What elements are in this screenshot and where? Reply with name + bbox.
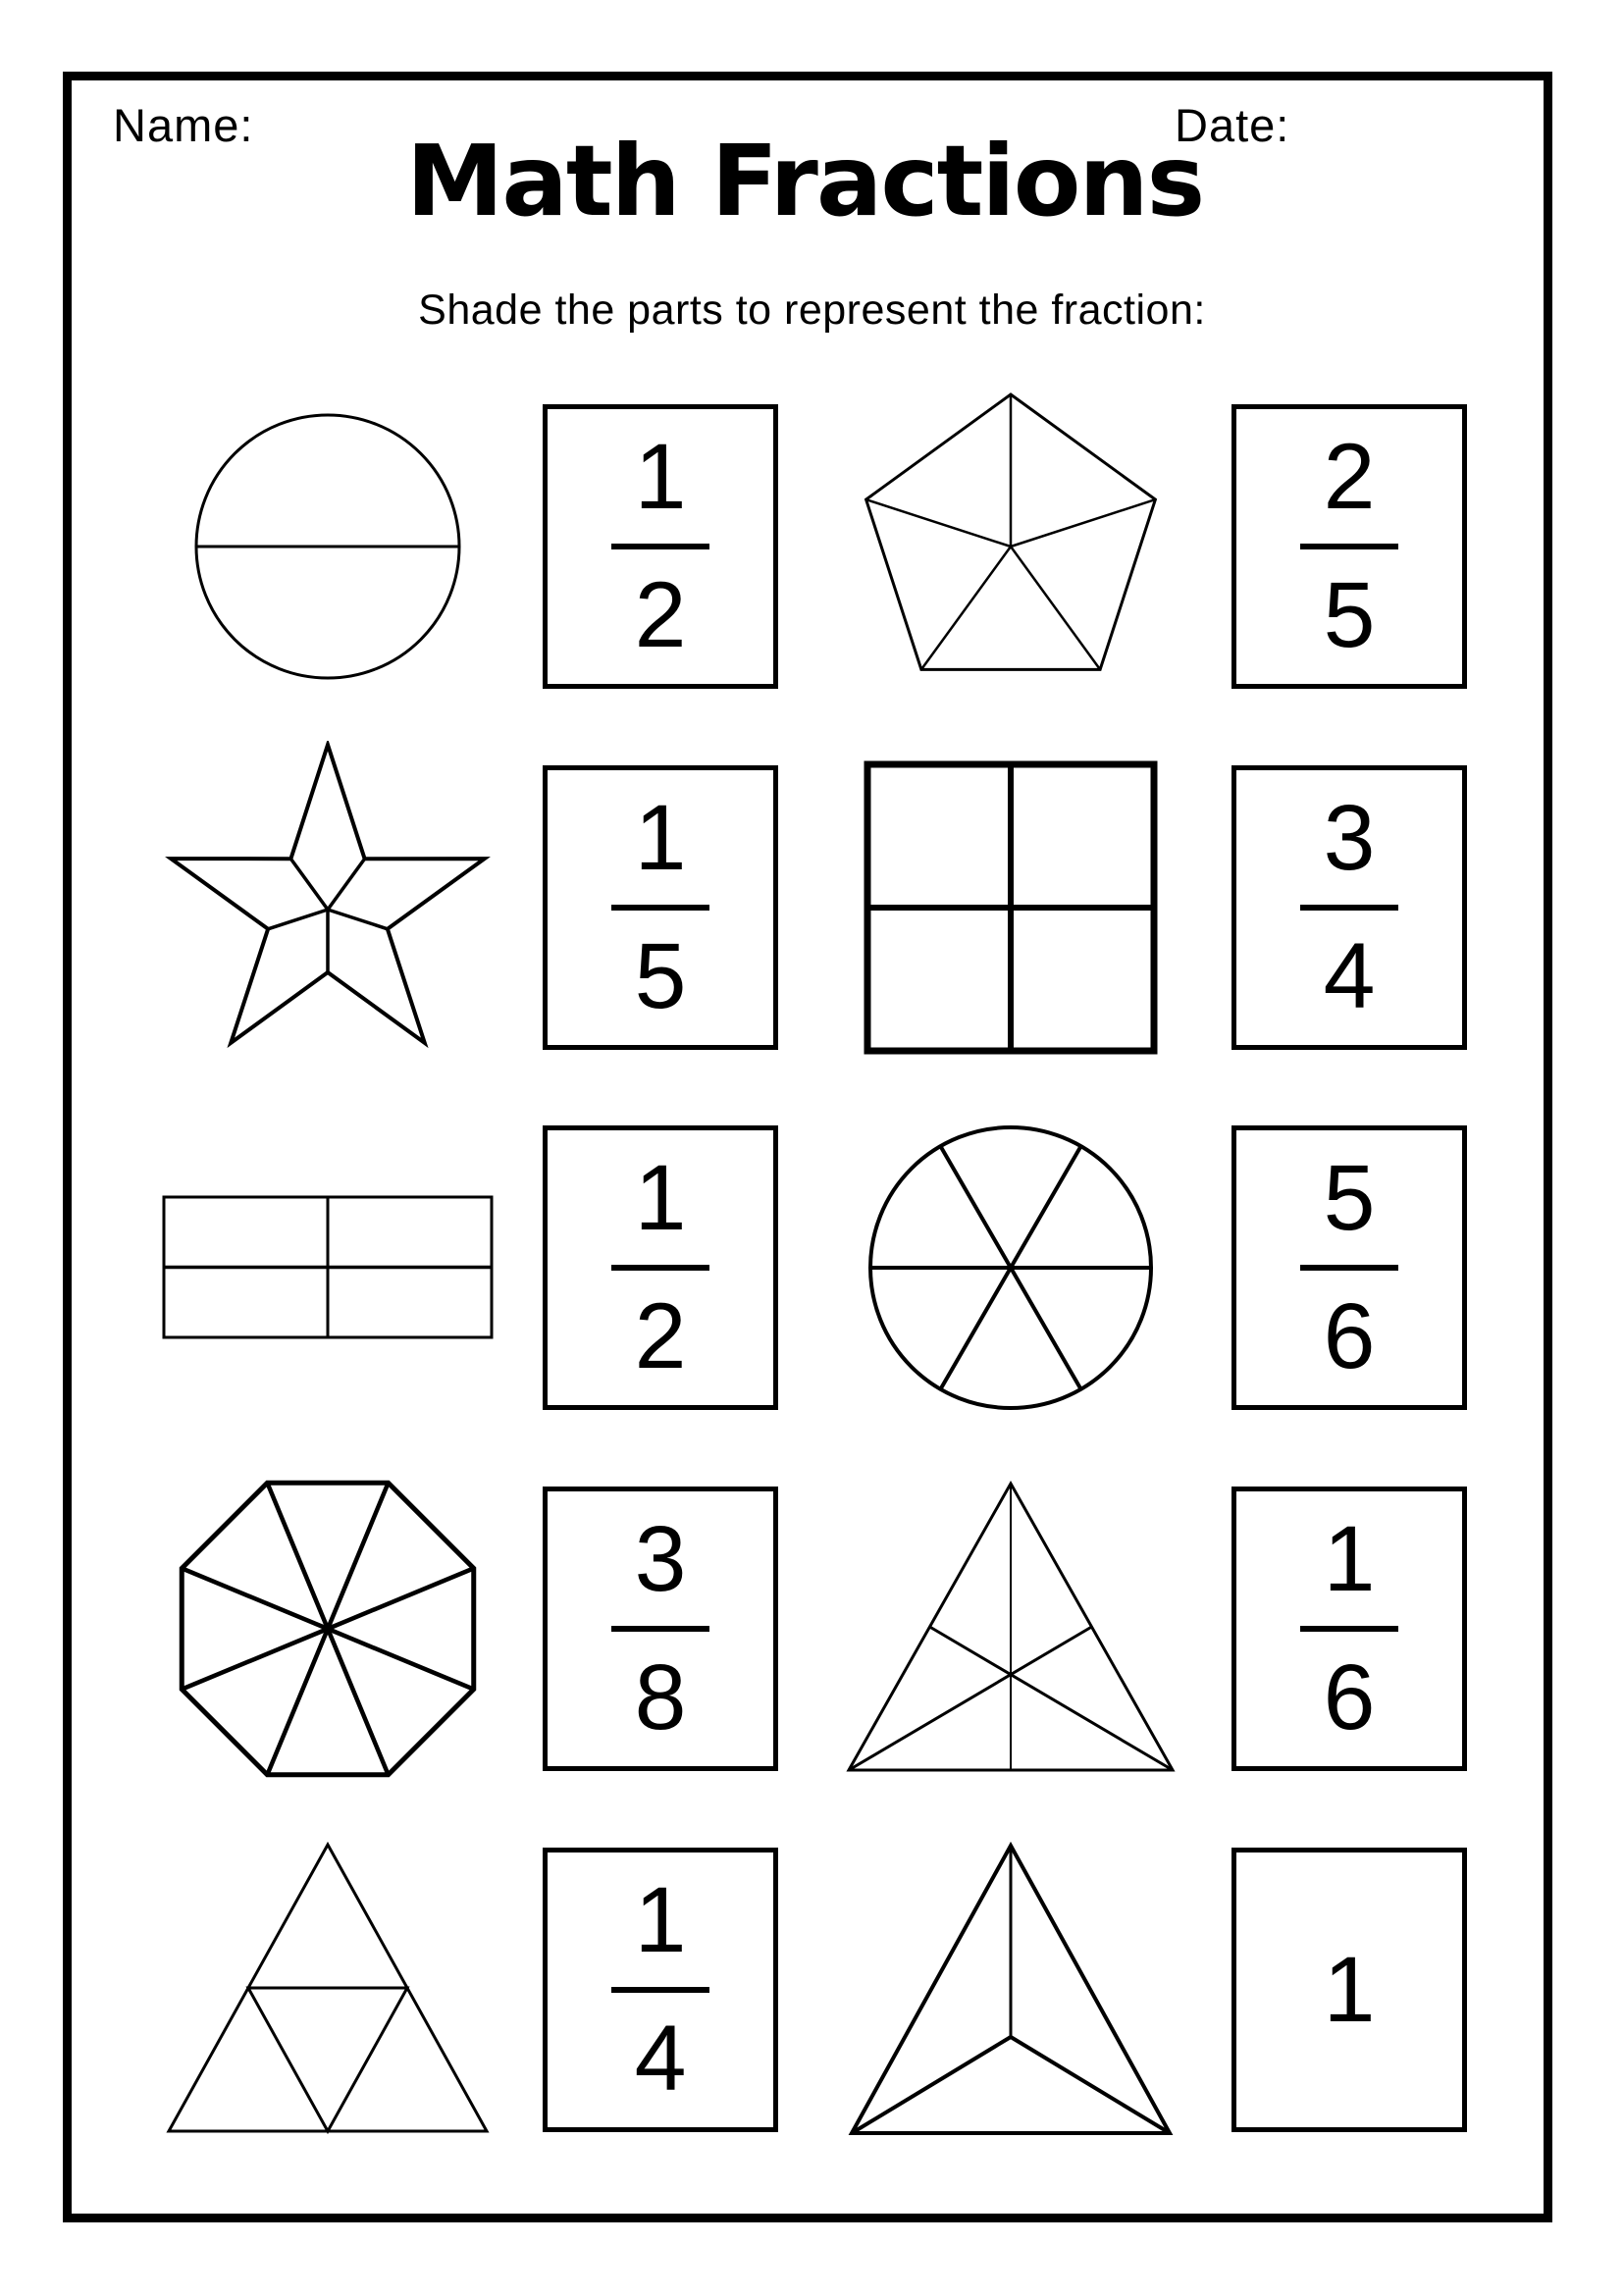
fraction-bar [611, 544, 709, 549]
shape-square-4[interactable] [844, 741, 1178, 1074]
fraction-card [543, 765, 778, 1050]
shape-triangle-4[interactable] [161, 1823, 495, 2157]
worksheet-title: Math Fractions [405, 124, 1204, 238]
fraction-denominator: 4 [1323, 924, 1376, 1028]
name-label: Name: [113, 99, 254, 151]
fraction-bar [611, 1265, 709, 1271]
fraction-numerator: 3 [1323, 786, 1376, 890]
date-label: Date: [1175, 99, 1290, 151]
worksheet-subtitle: Shade the parts to represent the fraction: [418, 287, 1206, 334]
fraction-numerator: 1 [634, 1146, 687, 1250]
fraction-bar [611, 905, 709, 911]
fraction-card [1231, 1487, 1467, 1771]
fraction-denominator: 6 [1323, 1645, 1376, 1749]
fraction-numerator: 1 [1323, 1507, 1376, 1611]
fraction-numerator: 1 [634, 425, 687, 529]
fraction-numerator: 5 [1323, 1146, 1376, 1250]
fraction-numerator: 1 [634, 1868, 687, 1972]
fraction-card [543, 404, 778, 689]
shape-circle-2[interactable] [161, 380, 495, 713]
shape-triangle-3[interactable] [844, 1823, 1178, 2157]
fraction-card [543, 1848, 778, 2132]
fraction-card [543, 1125, 778, 1410]
fraction-denominator: 2 [634, 1284, 687, 1388]
fraction-bar [1300, 1626, 1398, 1632]
fraction-card [1231, 765, 1467, 1050]
shape-triangle-6[interactable] [844, 1462, 1178, 1796]
fraction-card [543, 1487, 778, 1771]
fraction-numerator: 1 [634, 786, 687, 890]
fraction-denominator: 5 [1323, 563, 1376, 667]
fraction-numerator: 3 [634, 1507, 687, 1611]
shape-pentagon-5[interactable] [844, 380, 1178, 713]
fraction-denominator: 6 [1323, 1284, 1376, 1388]
fraction-denominator: 4 [634, 2007, 687, 2111]
shape-circle-6[interactable] [844, 1101, 1178, 1435]
shape-octagon-8[interactable] [161, 1462, 495, 1796]
fraction-bar [1300, 905, 1398, 911]
fraction-numerator: 2 [1323, 425, 1376, 529]
fraction-bar [1300, 1265, 1398, 1271]
fraction-denominator: 2 [634, 563, 687, 667]
fraction-bar [611, 1626, 709, 1632]
fraction-bar [1300, 544, 1398, 549]
fraction-card [1231, 1848, 1467, 2132]
shape-star-5[interactable] [161, 741, 495, 1074]
fraction-bar [611, 1987, 709, 1993]
fraction-denominator: 8 [634, 1645, 687, 1749]
shape-rect-4[interactable] [161, 1101, 495, 1435]
fraction-card [1231, 1125, 1467, 1410]
fraction-denominator: 5 [634, 924, 687, 1028]
whole-number: 1 [1323, 1937, 1376, 2042]
fraction-card [1231, 404, 1467, 689]
